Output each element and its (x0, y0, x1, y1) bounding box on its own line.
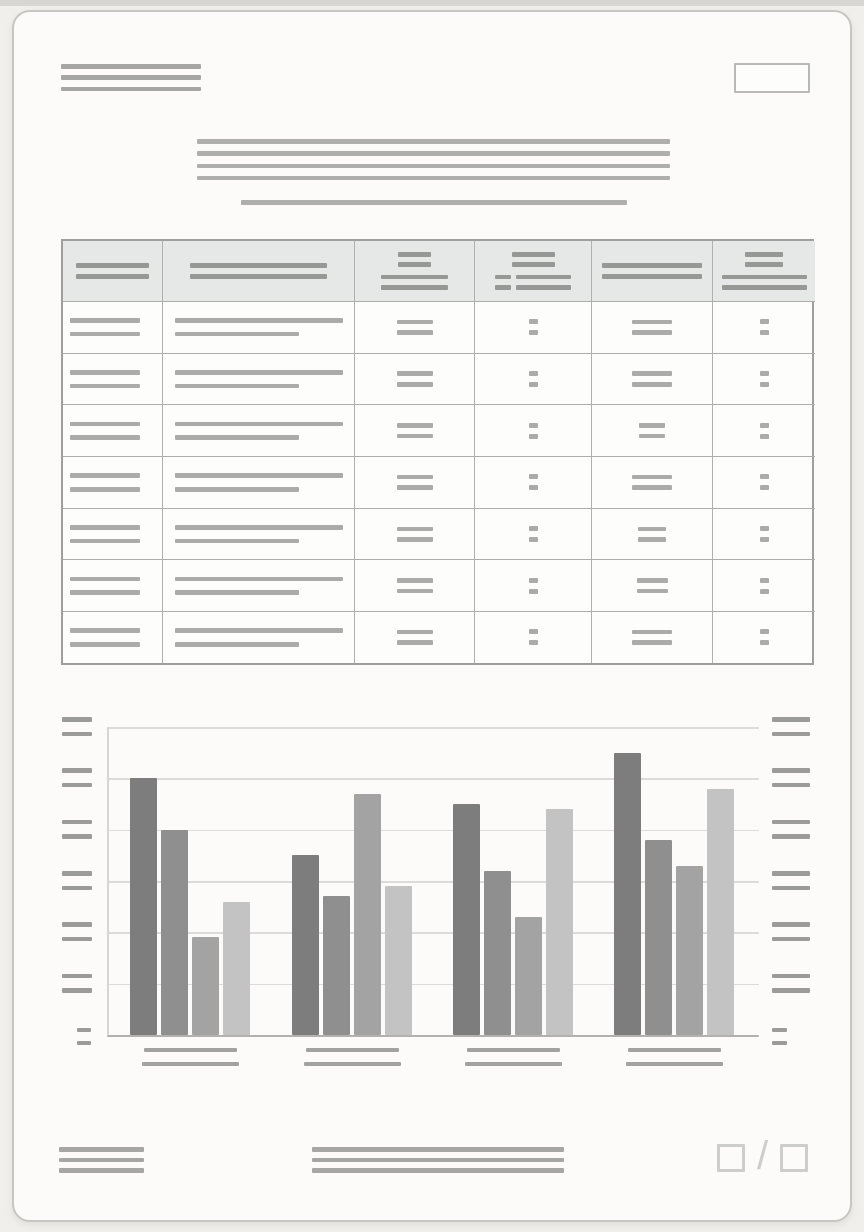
placeholder-line (638, 537, 666, 542)
table-cell (591, 559, 712, 611)
bar-group-4-series-1-darkest (614, 753, 641, 1035)
table-cell (591, 301, 712, 353)
table-cell (162, 301, 354, 353)
placeholder-line (397, 537, 433, 542)
bar-group-3-series-4-lightest (546, 809, 573, 1035)
placeholder-line (76, 274, 149, 279)
logo-placeholder-block (61, 64, 201, 104)
y-tick-label-right (772, 820, 810, 825)
placeholder-dot (760, 423, 769, 428)
y-tick-label-left (62, 783, 92, 788)
bar-group-4-series-4-lightest (707, 789, 734, 1035)
x-category-label (465, 1062, 562, 1066)
logo-line (61, 64, 201, 69)
placeholder-line (632, 382, 672, 387)
placeholder-dot (529, 319, 538, 324)
table-header-cell (712, 241, 815, 301)
y-tick-label-right (772, 732, 810, 737)
placeholder-line (70, 487, 140, 492)
placeholder-line (175, 525, 343, 530)
bar-group-1-series-2-medium-dark (161, 830, 188, 1035)
placeholder-line (632, 485, 672, 490)
table-cell (591, 456, 712, 508)
x-category-label (467, 1048, 560, 1052)
placeholder-line (397, 640, 433, 645)
baseline-tick-left (77, 1028, 91, 1032)
bar-group-2-series-1-darkest (292, 855, 319, 1035)
y-tick-label-right (772, 717, 810, 722)
placeholder-line (638, 527, 666, 532)
x-category-label (306, 1048, 399, 1052)
placeholder-line (397, 475, 433, 480)
table-cell (712, 301, 815, 353)
placeholder-dot (529, 474, 538, 479)
table-cell (162, 404, 354, 456)
bar-group-2-series-2-medium-dark (323, 896, 350, 1035)
table-row (63, 353, 812, 405)
bar-group-3-series-2-medium-dark (484, 871, 511, 1035)
y-tick-label-left (62, 834, 92, 839)
table-row (63, 301, 812, 353)
footer-left-line (59, 1147, 144, 1152)
placeholder-line (70, 525, 140, 530)
logo-line (61, 75, 201, 80)
x-category-label (144, 1048, 237, 1052)
document-page (12, 10, 852, 1222)
total-pages-box (780, 1144, 808, 1172)
bar-group-4-series-2-medium-dark (645, 840, 672, 1035)
table-row (63, 456, 812, 508)
placeholder-line (516, 285, 571, 290)
placeholder-line (70, 473, 140, 478)
placeholder-line (70, 642, 140, 647)
placeholder-line (632, 330, 672, 335)
table-cell (591, 353, 712, 405)
placeholder-line (70, 590, 140, 595)
reference-box (734, 63, 810, 93)
placeholder-line (70, 370, 140, 375)
x-category-label (628, 1048, 721, 1052)
table-cell (354, 353, 474, 405)
table-cell (712, 456, 815, 508)
placeholder-dot (529, 423, 538, 428)
placeholder-dot (529, 629, 538, 634)
y-tick-label-left (62, 871, 92, 876)
table-row (63, 559, 812, 611)
y-tick-label-left (62, 717, 92, 722)
placeholder-dot (529, 537, 538, 542)
table-cell (354, 611, 474, 663)
table-cell (474, 559, 591, 611)
placeholder-line (632, 630, 672, 635)
placeholder-line (397, 434, 433, 439)
placeholder-line (632, 320, 672, 325)
table-cell (63, 404, 162, 456)
placeholder-line (397, 527, 433, 532)
placeholder-line (397, 589, 433, 594)
placeholder-dot (760, 434, 769, 439)
placeholder-line (397, 423, 433, 428)
placeholder-line (602, 274, 702, 279)
y-tick-label-left (62, 732, 92, 737)
table-cell (474, 301, 591, 353)
title-line (197, 139, 670, 144)
y-tick-label-left (62, 974, 92, 979)
table-cell (591, 508, 712, 560)
logo-line (61, 87, 201, 92)
placeholder-line (398, 262, 431, 267)
table-cell (354, 559, 474, 611)
placeholder-line (175, 370, 343, 375)
placeholder-line (397, 485, 433, 490)
table-header-row (63, 241, 812, 301)
placeholder-line (175, 577, 343, 582)
baseline-tick-left (77, 1041, 91, 1045)
placeholder-line (397, 630, 433, 635)
table-cell (63, 559, 162, 611)
placeholder-line (175, 628, 343, 633)
table-cell (354, 301, 474, 353)
table-cell (162, 456, 354, 508)
table-header-cell (63, 241, 162, 301)
placeholder-line (745, 262, 783, 267)
placeholder-line (70, 332, 140, 337)
placeholder-line (512, 262, 555, 267)
y-tick-label-right (772, 988, 810, 993)
placeholder-dot (760, 319, 769, 324)
page-separator-slash: / (757, 1134, 769, 1178)
table-header-cell (591, 241, 712, 301)
x-category-label (142, 1062, 239, 1066)
y-tick-label-left (62, 768, 92, 773)
table-header-cell (474, 241, 591, 301)
placeholder-dot (760, 474, 769, 479)
placeholder-dot (529, 382, 538, 387)
y-tick-label-left (62, 937, 92, 942)
table-cell (162, 508, 354, 560)
placeholder-line (175, 435, 299, 440)
placeholder-line (397, 330, 433, 335)
table-cell (591, 404, 712, 456)
placeholder-dot (529, 526, 538, 531)
dot-line-row (495, 285, 571, 290)
bar-group-2-series-3-medium-light (354, 794, 381, 1035)
table-header-cell (354, 241, 474, 301)
table-row (63, 508, 812, 560)
table-header-cell (162, 241, 354, 301)
title-line (197, 164, 670, 169)
placeholder-line (397, 371, 433, 376)
placeholder-line (175, 473, 343, 478)
placeholder-line (70, 422, 140, 427)
placeholder-line (175, 332, 299, 337)
y-tick-label-left (62, 820, 92, 825)
placeholder-line (632, 371, 672, 376)
placeholder-dot (760, 382, 769, 387)
table-row (63, 611, 812, 663)
placeholder-line (722, 285, 807, 290)
placeholder-dot (529, 640, 538, 645)
placeholder-dot (760, 371, 769, 376)
gridline (107, 778, 759, 780)
placeholder-dot (529, 434, 538, 439)
table-cell (712, 353, 815, 405)
table-row (63, 404, 812, 456)
placeholder-dot (529, 371, 538, 376)
footer-center-line (312, 1158, 564, 1163)
bar-group-3-series-1-darkest (453, 804, 480, 1035)
table-cell (63, 611, 162, 663)
table-cell (474, 404, 591, 456)
table-cell (63, 508, 162, 560)
placeholder-dot (760, 589, 769, 594)
bar-group-1-series-3-medium-light (192, 937, 219, 1035)
placeholder-line (70, 318, 140, 323)
y-tick-label-right (772, 974, 810, 979)
placeholder-dot (529, 485, 538, 490)
placeholder-dot (529, 578, 538, 583)
y-tick-label-left (62, 886, 92, 891)
y-tick-label-right (772, 922, 810, 927)
placeholder-line (70, 539, 140, 544)
placeholder-line (397, 578, 433, 583)
y-tick-label-right (772, 886, 810, 891)
table-cell (354, 456, 474, 508)
y-tick-label-left (62, 922, 92, 927)
placeholder-line (639, 423, 665, 428)
data-table (61, 239, 814, 665)
title-line (197, 151, 670, 156)
y-tick-label-left (62, 988, 92, 993)
placeholder-line (397, 320, 433, 325)
bar-group-3-series-3-medium-light (515, 917, 542, 1035)
table-cell (354, 404, 474, 456)
table-cell (63, 353, 162, 405)
title-line-short (241, 200, 627, 204)
placeholder-line (512, 252, 555, 257)
placeholder-line (175, 422, 343, 427)
placeholder-line (745, 252, 783, 257)
table-cell (474, 611, 591, 663)
table-cell (712, 508, 815, 560)
table-cell (712, 611, 815, 663)
placeholder-line (70, 577, 140, 582)
table-cell (474, 456, 591, 508)
placeholder-line (398, 252, 431, 257)
table-cell (63, 301, 162, 353)
placeholder-line (70, 435, 140, 440)
placeholder-line (175, 590, 299, 595)
y-tick-label-right (772, 834, 810, 839)
placeholder-line (175, 384, 299, 389)
placeholder-dot (760, 629, 769, 634)
placeholder-line (190, 263, 327, 268)
gridline (107, 830, 759, 832)
bar-group-4-series-3-medium-light (676, 866, 703, 1035)
title-line (197, 176, 670, 181)
placeholder-line (381, 285, 448, 290)
placeholder-line (70, 384, 140, 389)
placeholder-line (381, 275, 448, 280)
y-axis-spine (107, 727, 109, 1035)
footer-center-line (312, 1168, 564, 1173)
dot-line-row (495, 275, 571, 280)
gridline (107, 984, 759, 986)
placeholder-line (70, 628, 140, 633)
table-cell (354, 508, 474, 560)
table-body (63, 301, 812, 663)
placeholder-dash (495, 275, 511, 280)
footer-left-line (59, 1168, 144, 1173)
placeholder-dash (495, 285, 511, 290)
y-tick-label-right (772, 768, 810, 773)
placeholder-line (175, 318, 343, 323)
placeholder-line (397, 382, 433, 387)
title-paragraph-placeholder (197, 139, 670, 201)
placeholder-line (516, 275, 571, 280)
table-cell (591, 611, 712, 663)
placeholder-line (76, 263, 149, 268)
y-tick-label-right (772, 783, 810, 788)
table-cell (162, 353, 354, 405)
placeholder-line (175, 487, 299, 492)
placeholder-dot (760, 330, 769, 335)
top-edge-strip (0, 0, 864, 6)
placeholder-line (190, 274, 327, 279)
placeholder-dot (529, 330, 538, 335)
placeholder-dot (529, 589, 538, 594)
placeholder-line (632, 640, 672, 645)
x-category-label (626, 1062, 723, 1066)
bar-group-2-series-4-lightest (385, 886, 412, 1035)
placeholder-dot (760, 578, 769, 583)
x-axis-baseline (107, 1035, 759, 1037)
page-number-indicator (717, 1134, 817, 1178)
table-cell (712, 559, 815, 611)
placeholder-line (175, 642, 299, 647)
placeholder-line (637, 589, 668, 594)
placeholder-line (639, 434, 665, 439)
table-cell (162, 611, 354, 663)
baseline-tick-right (772, 1028, 787, 1032)
placeholder-dot (760, 640, 769, 645)
bar-group-1-series-4-lightest (223, 902, 250, 1035)
table-cell (712, 404, 815, 456)
placeholder-dot (760, 526, 769, 531)
placeholder-line (175, 539, 299, 544)
placeholder-line (722, 275, 807, 280)
table-cell (162, 559, 354, 611)
baseline-tick-right (772, 1041, 787, 1045)
table-cell (63, 456, 162, 508)
y-tick-label-right (772, 871, 810, 876)
placeholder-dot (760, 485, 769, 490)
gridline (107, 727, 759, 729)
placeholder-dot (760, 537, 769, 542)
placeholder-line (602, 263, 702, 268)
table-cell (474, 508, 591, 560)
placeholder-line (632, 475, 672, 480)
bar-group-1-series-1-darkest (130, 778, 157, 1035)
footer-left-line (59, 1158, 144, 1163)
placeholder-line (637, 578, 668, 583)
gridline (107, 881, 759, 883)
gridline (107, 932, 759, 934)
y-tick-label-right (772, 937, 810, 942)
current-page-box (717, 1144, 745, 1172)
table-cell (474, 353, 591, 405)
footer-center-line (312, 1147, 564, 1152)
x-category-label (304, 1062, 401, 1066)
